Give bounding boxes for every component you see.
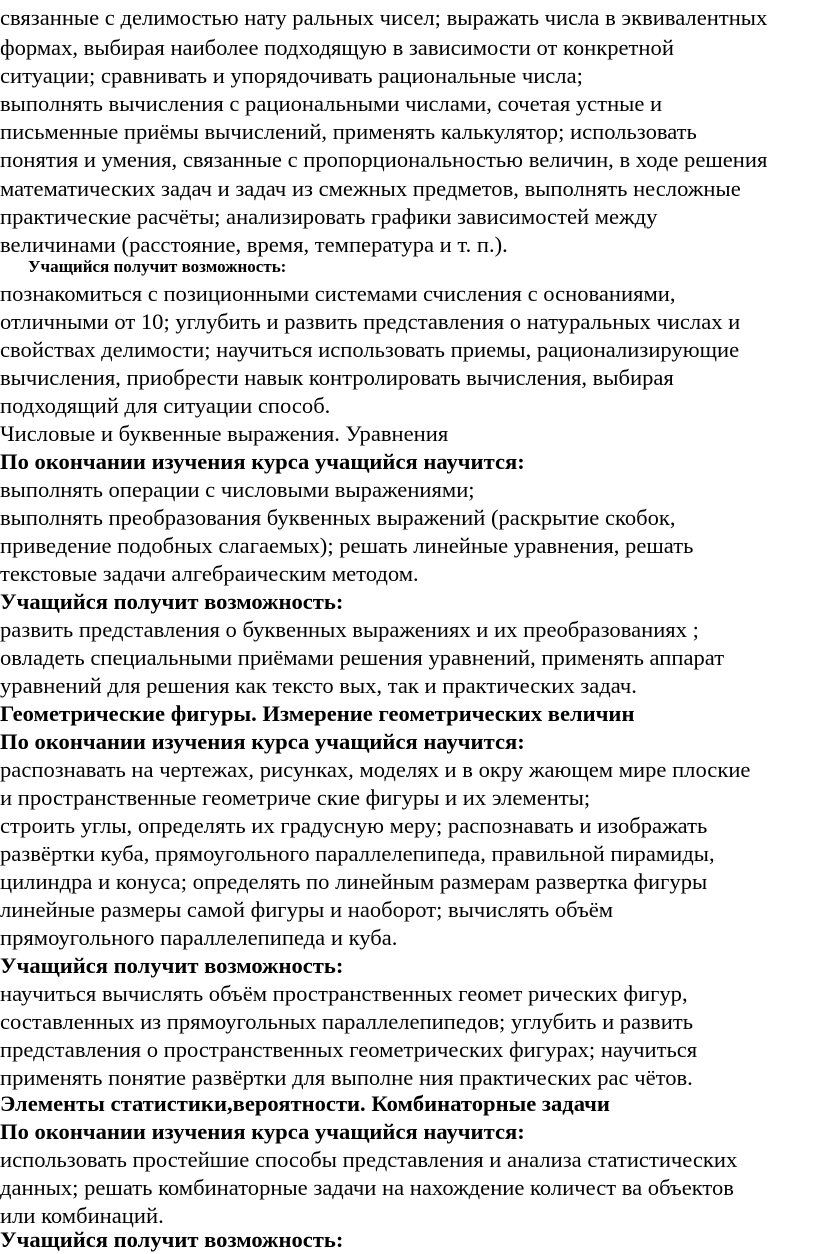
text-line: или комбинаций. bbox=[0, 1203, 164, 1228]
section-heading: Геометрические фигуры. Измерение геометрических величин bbox=[0, 701, 635, 726]
text-line: текстовые задачи алгебраическим методом. bbox=[0, 561, 419, 586]
text-line: ситуации; сравнивать и упорядочивать рациональные числа; bbox=[0, 63, 583, 88]
section-heading: По окончании изучения курса учащийся научится: bbox=[0, 449, 525, 474]
text-line: формах, выбирая наиболее подходящую в зависимости от конкретной bbox=[0, 35, 674, 60]
text-line: составленных из прямоугольных параллелепипедов; углубить и развить bbox=[0, 1009, 693, 1034]
section-heading: По окончании изучения курса учащийся научится: bbox=[0, 729, 525, 754]
text-line: строить углы, определять их градусную меру; распознавать и изображать bbox=[0, 813, 708, 838]
text-line: и пространственные геометриче ские фигуры и их элементы; bbox=[0, 785, 591, 810]
text-line: распознавать на чертежах, рисунках, моделях и в окру жающем мире плоские bbox=[0, 757, 751, 782]
text-line: связанные с делимостью нату ральных чисел; выражать числа в эквивалентных bbox=[0, 5, 768, 30]
text-line: познакомиться с позиционными системами счисления с основаниями, bbox=[0, 281, 676, 306]
section-heading: Учащийся получит возможность: bbox=[0, 953, 344, 978]
text-line: представления о пространственных геометрических фигурах; научиться bbox=[0, 1037, 698, 1062]
text-line: линейные размеры самой фигуры и наоборот; вычислять объём bbox=[0, 897, 614, 922]
text-line: уравнений для решения как тексто вых, так и практических задач. bbox=[0, 673, 637, 698]
text-line: применять понятие развёртки для выполне ния практических рас чётов. bbox=[0, 1065, 693, 1090]
text-line: цилиндра и конуса; определять по линейным размерам развертка фигуры bbox=[0, 869, 708, 894]
text-line: данных; решать комбинаторные задачи на нахождение количест ва объектов bbox=[0, 1175, 734, 1200]
text-line: математических задач и задач из смежных предметов, выполнять несложные bbox=[0, 176, 741, 201]
section-heading: Учащийся получит возможность: bbox=[0, 589, 344, 614]
text-line: величинами (расстояние, время, температура и т. п.). bbox=[0, 232, 508, 257]
section-heading: По окончании изучения курса учащийся научится: bbox=[0, 1119, 525, 1144]
text-line: научиться вычислять объём пространственных геомет рических фигур, bbox=[0, 981, 688, 1006]
section-heading: Учащийся получит возможность: bbox=[0, 1227, 344, 1252]
text-line: использовать простейшие способы представления и анализа статистических bbox=[0, 1147, 738, 1172]
text-line: подходящий для ситуации способ. bbox=[0, 393, 331, 418]
text-line: свойствах делимости; научиться использовать приемы, рационализирующие bbox=[0, 337, 740, 362]
text-line: вычисления, приобрести навык контролировать вычисления, выбирая bbox=[0, 365, 674, 390]
text-line: выполнять операции с числовыми выражениями; bbox=[0, 477, 475, 502]
text-line: овладеть специальными приёмами решения уравнений, применять аппарат bbox=[0, 645, 725, 670]
text-line: отличными от 10; углубить и развить представления о натуральных числах и bbox=[0, 309, 741, 334]
text-line: выполнять преобразования буквенных выражений (раскрытие скобок, bbox=[0, 505, 676, 530]
text-line: развёртки куба, прямоугольного параллелепипеда, правильной пирамиды, bbox=[0, 841, 715, 866]
text-line: выполнять вычисления с рациональными числами, сочетая устные и bbox=[0, 91, 663, 116]
text-line: Числовые и буквенные выражения. Уравнения bbox=[0, 421, 449, 446]
text-line: понятия и умения, связанные с пропорциональностью величин, в ходе решения bbox=[0, 147, 768, 172]
text-line: развить представления о буквенных выражениях и их преобразованиях ; bbox=[0, 617, 699, 642]
text-line: приведение подобных слагаемых); решать линейные уравнения, решать bbox=[0, 533, 694, 558]
text-line: письменные приёмы вычислений, применять калькулятор; использовать bbox=[0, 119, 697, 144]
section-heading: Учащийся получит возможность: bbox=[28, 257, 287, 276]
text-line: практические расчёты; анализировать графики зависимостей между bbox=[0, 204, 658, 229]
section-heading: Элементы статистики,вероятности. Комбинаторные задачи bbox=[0, 1091, 610, 1116]
text-line: прямоугольного параллелепипеда и куба. bbox=[0, 925, 398, 950]
